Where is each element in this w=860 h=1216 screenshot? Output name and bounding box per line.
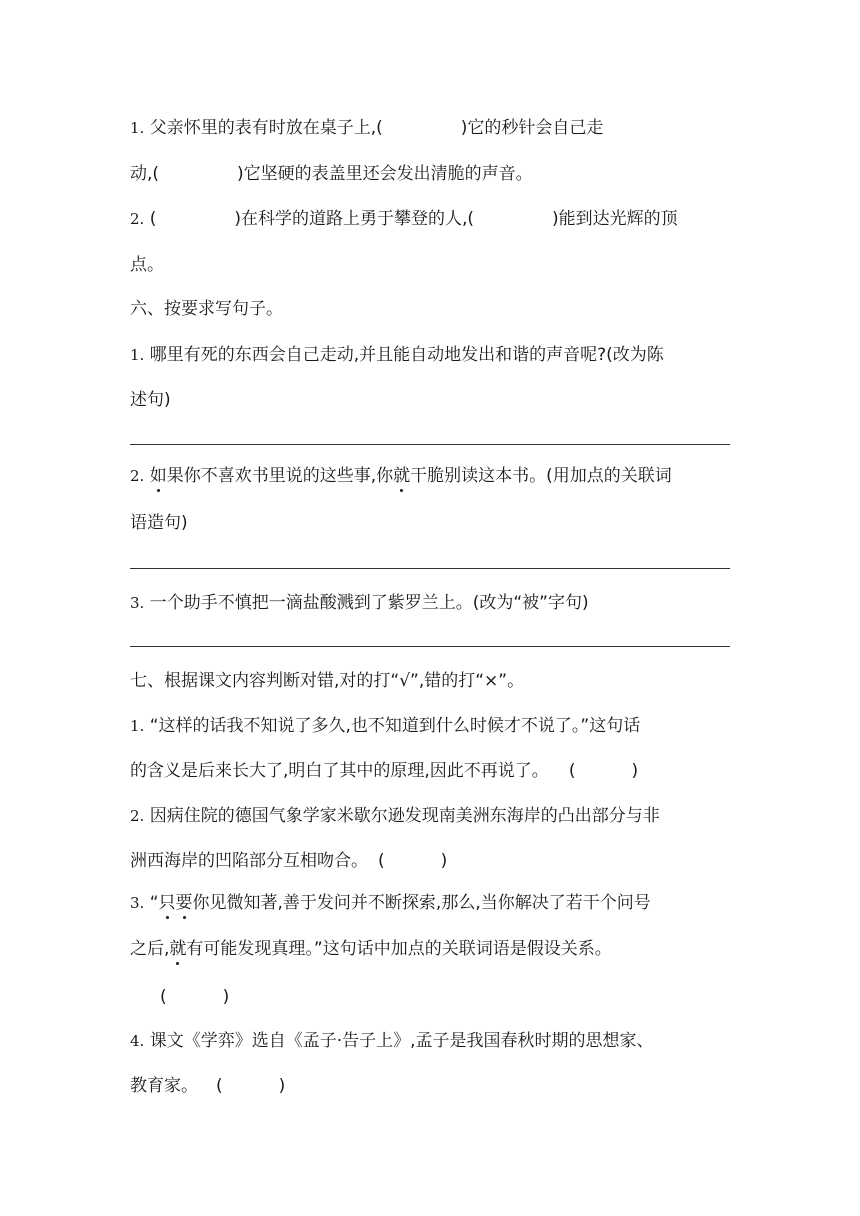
- question-text: 教育家。: [130, 1076, 198, 1096]
- answer-line[interactable]: [130, 568, 730, 569]
- s6-q1-line1: [130, 344, 664, 366]
- question-text: 哪里有死的东西会自己走动,并且能自动地发出和谐的声音呢?(改为陈: [149, 345, 664, 365]
- dotted-char: 如: [149, 466, 167, 486]
- question-text: 果你不喜欢书里说的这些事,你: [166, 466, 394, 486]
- question-text: 因病住院的德国气象学家米歇尔逊发现南美洲东海岸的凸出部分与非: [149, 806, 660, 826]
- question-number: 3.: [130, 594, 145, 612]
- section6-heading: 六、按要求写句子。: [130, 299, 283, 319]
- question-text: “这样的话我不知说了多久,也不知道到什么时候才不说了。”这句话: [149, 716, 641, 736]
- answer-paren-close: ): [631, 761, 639, 781]
- s5-q1-line2: [130, 163, 533, 185]
- question-number: 1.: [130, 119, 145, 137]
- question-text: “: [149, 893, 159, 913]
- s7-q4-line1: [130, 1030, 654, 1052]
- s7-q1-line2: [130, 760, 638, 782]
- s5-q2-line2: 点。: [130, 255, 164, 275]
- dotted-char: 要: [175, 893, 193, 913]
- s5-q1-line1: [130, 117, 603, 139]
- s6-q3-line1: [130, 592, 589, 614]
- answer-paren-open: (: [378, 851, 385, 871]
- answer-paren-open: (: [160, 987, 167, 1007]
- question-text: )它坚硬的表盖里还会发出清脆的声音。: [237, 164, 533, 184]
- s6-q2-line1: [130, 465, 672, 487]
- dotted-char: 只: [158, 893, 176, 913]
- section7-heading: 七、根据课文内容判断对错,对的打“√”,错的打“×”。: [130, 671, 525, 691]
- question-text: 之后,: [130, 939, 170, 959]
- s7-q2-line2: [130, 850, 447, 872]
- question-text: 一个助手不慎把一滴盐酸溅到了紫罗兰上。(改为“被”字句): [149, 593, 589, 613]
- dotted-char: 就: [169, 939, 187, 959]
- question-number: 2.: [130, 210, 145, 228]
- s5-q2-line1: [130, 208, 678, 230]
- s7-q3-line1: [130, 892, 651, 914]
- question-text: (: [149, 209, 157, 229]
- answer-paren-open: (: [568, 761, 576, 781]
- question-text: )它的秒针会自己走: [460, 118, 604, 138]
- question-text: 动,(: [130, 164, 160, 184]
- answer-paren-open: (: [216, 1076, 223, 1096]
- s7-q3-answer: [160, 986, 229, 1008]
- question-text: 你见微知著,善于发问并不断探索,那么,当你解决了若干个问号: [192, 893, 651, 913]
- question-text: 父亲怀里的表有时放在桌子上,(: [149, 118, 383, 138]
- answer-line[interactable]: [130, 444, 730, 445]
- answer-paren-close: ): [222, 987, 230, 1007]
- s6-q2-line2: 语造句): [130, 513, 188, 533]
- answer-line[interactable]: [130, 646, 730, 647]
- s7-q1-line1: [130, 715, 640, 737]
- question-text: 干脆别读这本书。(用加点的关联词: [410, 466, 672, 486]
- question-text: 有可能发现真理。”这句话中加点的关联词语是假设关系。: [186, 939, 612, 959]
- question-number: 3.: [130, 894, 145, 912]
- question-number: 1.: [130, 717, 145, 735]
- question-text: 的含义是后来长大了,明白了其中的原理,因此不再说了。: [130, 761, 549, 781]
- s7-q3-line2: [130, 938, 612, 960]
- answer-paren-close: ): [278, 1076, 286, 1096]
- question-number: 1.: [130, 346, 145, 364]
- question-number: 4.: [130, 1032, 145, 1050]
- question-number: 2.: [130, 807, 145, 825]
- question-text: 课文《学弈》选自《孟子·告子上》,孟子是我国春秋时期的思想家、: [149, 1031, 654, 1051]
- dotted-char: 就: [393, 466, 411, 486]
- s7-q4-line2: [130, 1075, 285, 1097]
- question-number: 2.: [130, 467, 145, 485]
- question-text: 洲西海岸的凹陷部分互相吻合。: [130, 851, 368, 871]
- s6-q1-line2: 述句): [130, 390, 171, 410]
- question-text: )能到达光辉的顶: [552, 209, 678, 229]
- s7-q2-line1: [130, 805, 660, 827]
- question-text: )在科学的道路上勇于攀登的人,(: [234, 209, 475, 229]
- answer-paren-close: ): [440, 851, 448, 871]
